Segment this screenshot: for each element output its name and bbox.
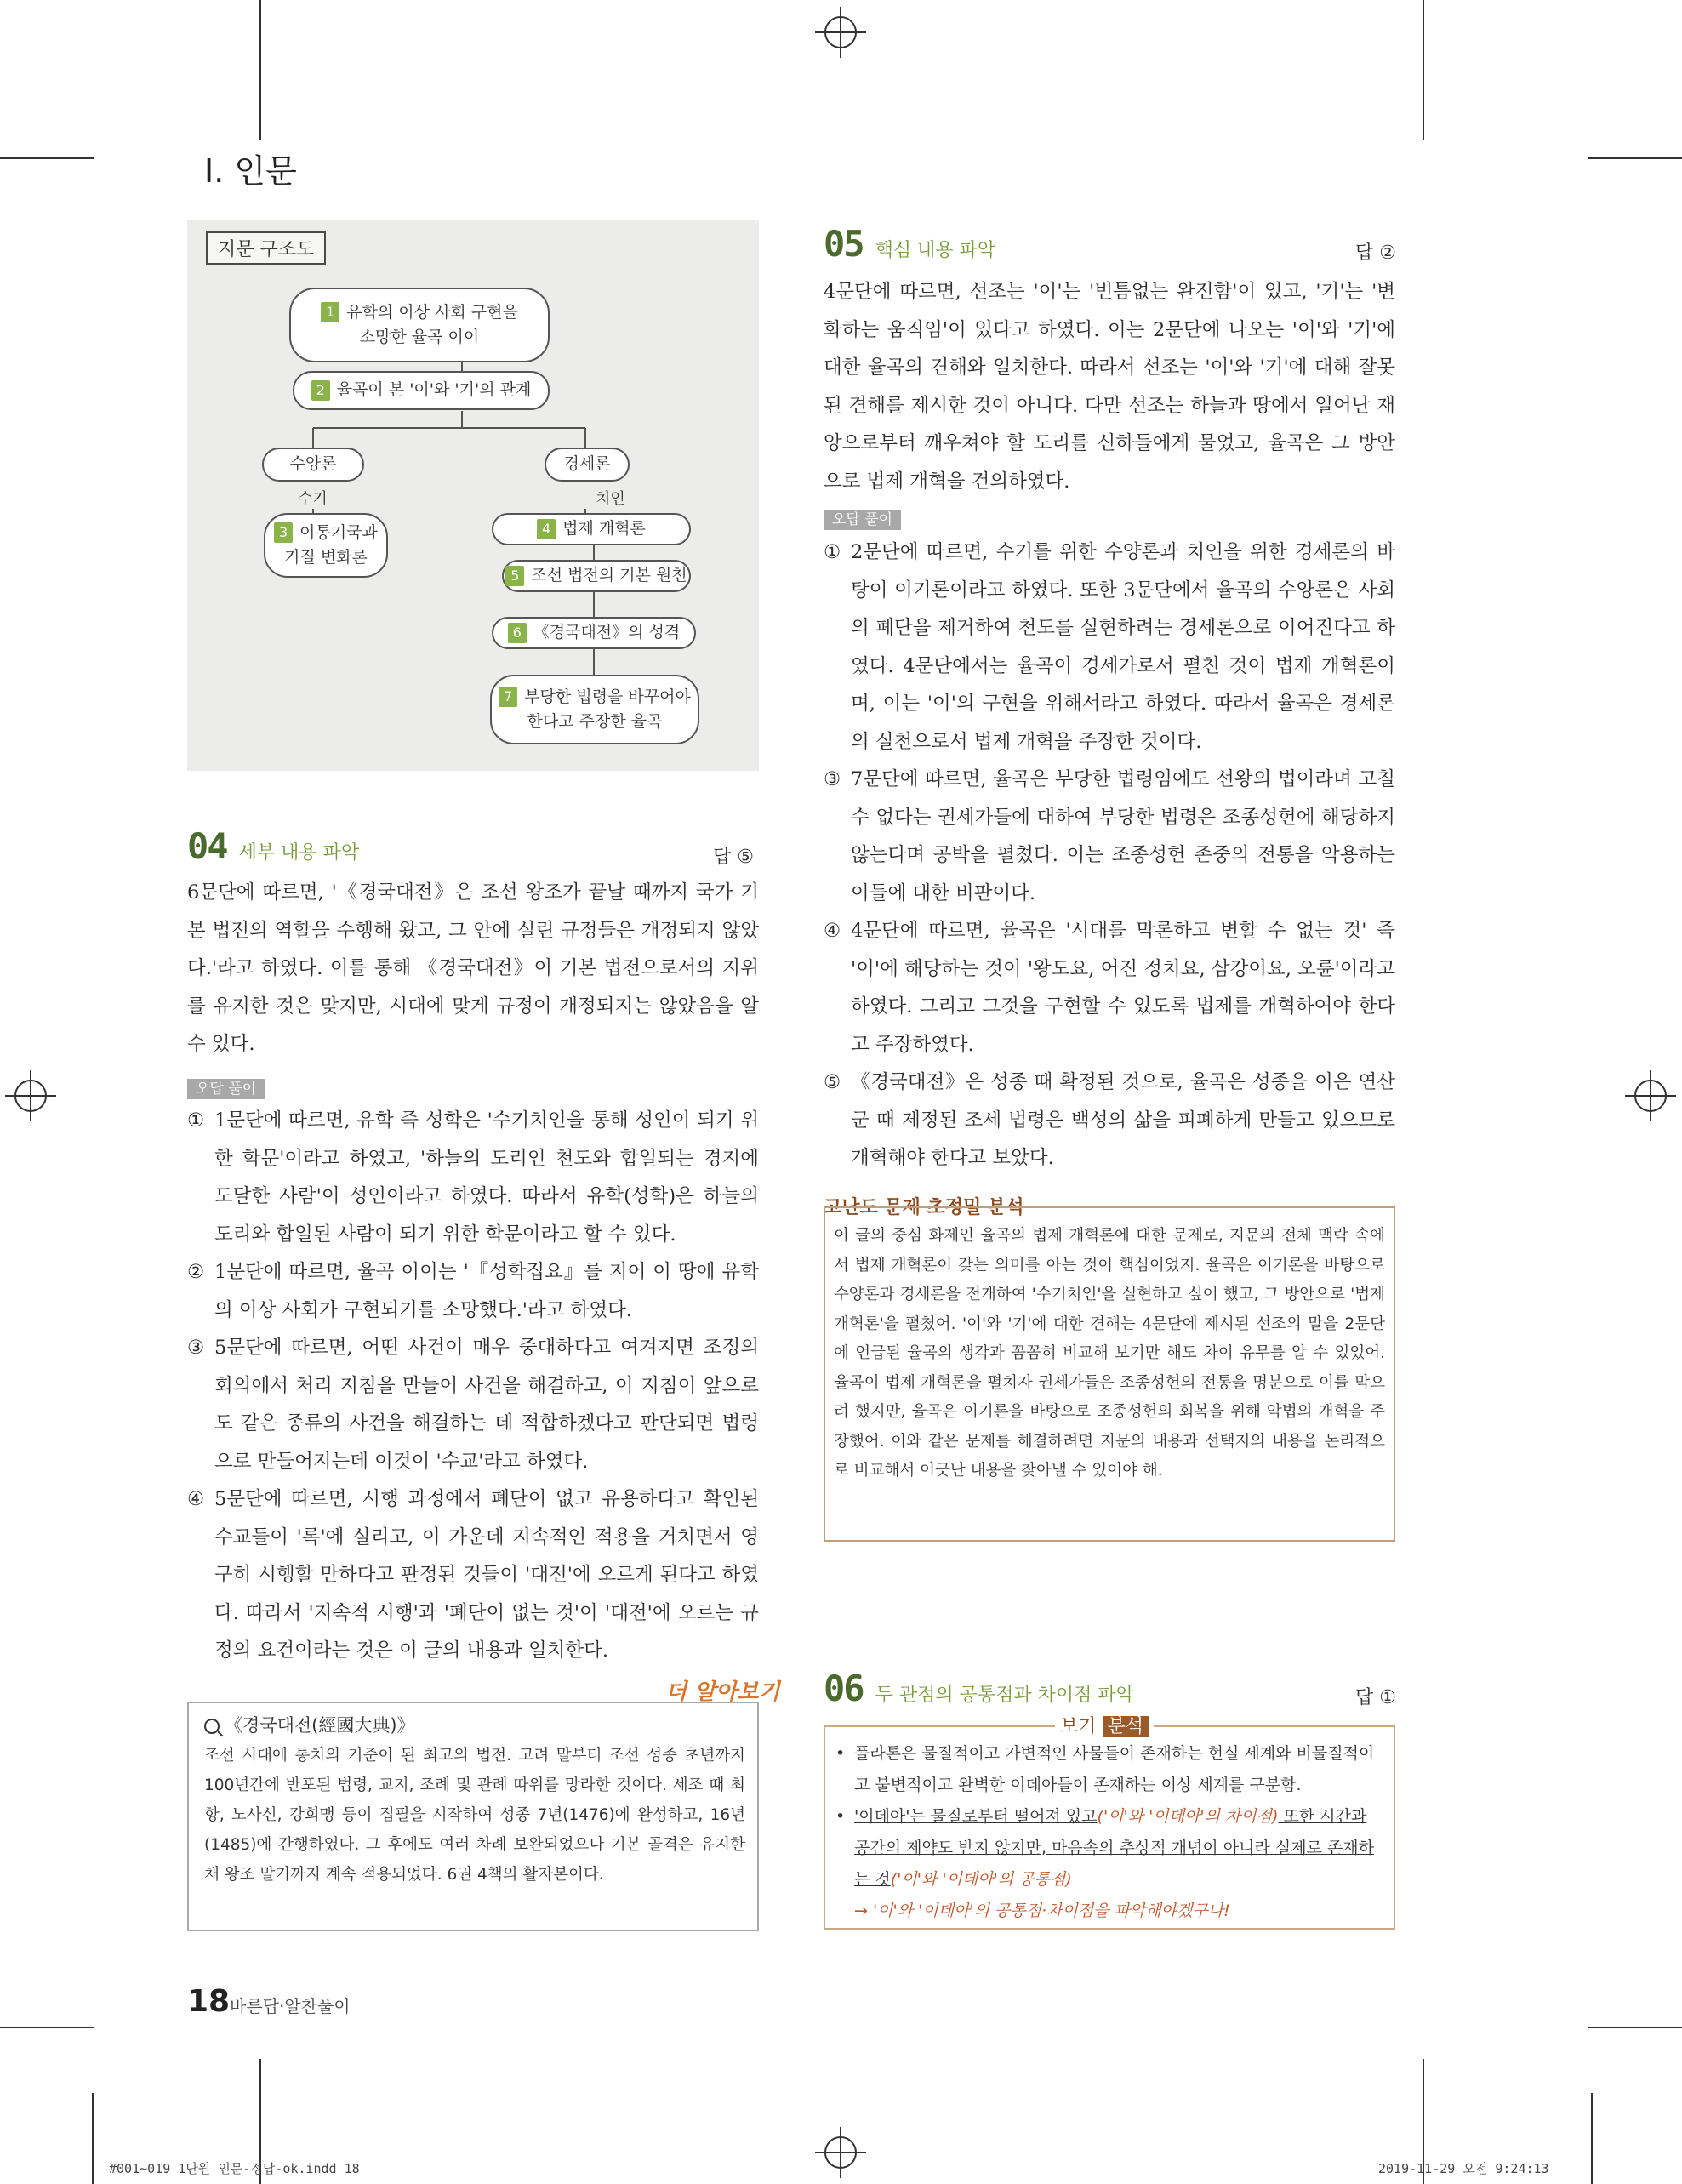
list-item <box>824 533 1395 761</box>
item-text: 4문단에 따르면, 율곡은 '시대를 막론하고 변할 수 없는 것' 즉 '이'에 해당하는 것이 '왕도요, 어진 정치요, 삼강이요, 오륜'이라고 하였다. 그리고 그것을 구현할 수 있도록 법제를 개혁하여야 한다고 주장하였다. <box>851 920 1395 1056</box>
q06-answer: 답 ① <box>1355 1687 1396 1708</box>
node-label: 경세론 <box>563 454 611 474</box>
node-number: 4 <box>537 519 556 539</box>
item-text: 1문단에 따르면, 유학 즉 성학은 '수기치인을 통해 성인이 되기 위한 학문'이라고 하였고, '하늘의 도리인 천도와 합일되는 경지에 도달한 사람'이 성인이라고 하였다. 따라서 유학(성학)은 하늘의 도리와 합일된 사람이 되기 위한 학문이라고 할 수 있다. <box>214 1109 759 1246</box>
more-info-label: 더 알아보기 <box>665 1679 780 1705</box>
list-item <box>835 1738 1387 1801</box>
node-3 <box>264 513 388 578</box>
question-title: 세부 내용 파악 <box>238 842 360 864</box>
node-5 <box>502 560 691 592</box>
node-7 <box>490 675 699 744</box>
node-4 <box>492 513 691 545</box>
node-label: 유학의 이상 사회 구현을 <box>346 302 518 322</box>
q04-explanation: 6문단에 따르면, '《경국대전》은 조선 왕조가 끝날 때까지 국가 기본 법전의 역할을 수행해 왔고, 그 안에 실린 규정들은 개정되지 않았다.'라고 하였다. 이를 통해 《경국대전》이 기본 법전으로서의 지위를 유지한 것은 맞지만, 시대에 맞게 규정이 개정되지는 않았음을 알 수 있다. <box>187 881 759 1055</box>
node-label: 부당한 법령을 바꾸어야 <box>524 687 691 706</box>
q04-heading <box>187 825 359 867</box>
more-info-title: 《경국대전(經國大典)》 <box>225 1715 415 1736</box>
q04-wrong-list <box>187 1102 759 1670</box>
item-marker: ⑤ <box>824 1071 841 1093</box>
crop-mark <box>1423 0 1424 140</box>
slug-left: #001~019 1단원 인문-정답-ok.indd 18 <box>109 2161 360 2176</box>
bogi-analysis-badge: 분석 <box>1103 1716 1149 1737</box>
crop-mark <box>92 2093 94 2184</box>
q05-answer: 답 ② <box>1355 242 1396 264</box>
list-item <box>187 1102 759 1253</box>
node-number: 5 <box>505 566 524 586</box>
node-label: 수양론 <box>289 454 337 474</box>
wrong-answer-tag: 오답 풀이 <box>824 510 901 530</box>
item-marker: ③ <box>824 768 841 790</box>
node-number: 1 <box>321 302 339 322</box>
crop-mark <box>1588 157 1682 159</box>
node-label: 율곡이 본 '이'와 '기'의 관계 <box>336 380 532 400</box>
q05-wrong-list <box>824 533 1395 1178</box>
crop-mark <box>1588 2027 1682 2028</box>
item-text: 7문단에 따르면, 율곡은 부당한 법령임에도 선왕의 법이라며 고칠 수 없다는 권세가들에 대하여 부당한 법령은 조종성헌에 해당하지 않는다며 공박을 펼쳤다. 이는 조종성헌 존중의 전통을 악용하는 이들에 대한 비판이다. <box>851 768 1395 904</box>
question-number: 06 <box>824 1668 864 1709</box>
question-number: 05 <box>824 223 864 265</box>
item-text: 《경국대전》은 성종 때 확정된 것으로, 율곡은 성종을 이은 연산군 때 제정된 조세 법령은 백성의 삶을 피폐하게 만들고 있으므로 개혁해야 한다고 보았다. <box>851 1071 1395 1169</box>
list-item <box>824 912 1395 1063</box>
node-2 <box>293 371 550 410</box>
item-marker: ④ <box>824 920 841 942</box>
handwritten-note: ('이'와 '이데아'의 차이점) <box>1097 1807 1279 1826</box>
item-text: 5문단에 따르면, 어떤 사건이 매우 중대하다고 여겨지면 조정의 회의에서 처리 지침을 만들어 사건을 해결하고, 이 지침이 앞으로도 같은 종류의 사건을 해결하는 데 적합하겠다고 판단되면 법령으로 만들어지는데 이것이 '수교'라고 하였다. <box>214 1337 759 1473</box>
analysis-title: 고난도 문제 초정밀 분석 <box>824 1197 1024 1218</box>
node-label: 조선 법전의 기본 원천 <box>531 566 687 585</box>
q06-heading <box>824 1668 1134 1709</box>
list-item <box>824 1063 1395 1178</box>
structure-diagram <box>187 220 759 771</box>
question-number: 04 <box>187 825 227 867</box>
item-text: 5문단에 따르면, 시행 과정에서 폐단이 없고 유용하다고 확인된 수교들이 '록'에 실리고, 이 가운데 지속적인 적용을 거치면서 영구히 시행할 만하다고 판정된 것들이 '대전'에 오르게 된다고 하였다. 따라서 '지속적 시행'과 '폐단이 없는 것'이 '대전'에 오르는 규정의 요건이라는 것은 이 글의 내용과 일치한다. <box>214 1488 759 1662</box>
registration-mark <box>815 2127 866 2178</box>
bullet-spacer <box>835 1896 854 1927</box>
diagram-tag: 지문 구조도 <box>206 231 326 265</box>
question-title: 두 관점의 공통점과 차이점 파악 <box>875 1685 1134 1706</box>
footer-label: 바른답·알찬풀이 <box>230 1996 351 2016</box>
item-marker: ② <box>187 1261 205 1283</box>
list-item <box>187 1253 759 1329</box>
crop-mark <box>1591 2093 1593 2184</box>
node-number: 7 <box>499 687 517 707</box>
more-info-text: 조선 시대에 통치의 기준이 된 최고의 법전. 고려 말부터 조선 성종 초년까지 100년간에 반포된 법령, 교지, 조례 및 관례 따위를 망라한 것이다. 세조 때 최항, 노사신, 강희맹 등이 집필을 시작하여 성종 7년(1476)에 완성하고, 16년(1485)에 간행하였다. 그 후에도 여러 차례 보완되었으나 기본 골격은 유지한 채 왕조 말기까지 계속 적용되었다. 6권 4책의 활자본이다. <box>204 1747 745 1884</box>
item-marker: ① <box>187 1109 205 1132</box>
list-item <box>835 1896 1387 1927</box>
section-title: Ⅰ. 인문 <box>204 152 297 190</box>
node-number: 2 <box>311 380 330 401</box>
slug-right: 2019-11-29 오전 9:24:13 <box>1378 2161 1549 2176</box>
sublabel-sugi: 수기 <box>298 490 328 508</box>
q05-heading <box>824 223 995 265</box>
list-item <box>187 1329 759 1480</box>
node-1 <box>289 288 550 362</box>
list-item <box>824 761 1395 912</box>
item-text <box>854 1801 1387 1896</box>
bogi-label <box>1055 1712 1154 1738</box>
handwritten-conclusion: → '이'와 '이데아'의 공통점·차이점을 파악해야겠구나! <box>854 1902 1230 1920</box>
node-6 <box>492 617 696 649</box>
list-item <box>187 1480 759 1670</box>
wrong-answer-tag: 오답 풀이 <box>187 1079 265 1099</box>
magnifier-icon <box>204 1719 220 1734</box>
node-label: 법제 개혁론 <box>562 519 646 539</box>
page-number: 18 <box>187 1984 231 2019</box>
sublabel-chiin: 치인 <box>596 490 625 508</box>
crop-mark <box>0 157 94 159</box>
item-text: 1문단에 따르면, 율곡 이이는 '『성학집요』를 지어 이 땅에 유학의 이상 사회가 구현되기를 소망했다.'라고 하였다. <box>214 1261 759 1321</box>
crop-mark <box>0 2027 94 2028</box>
list-item <box>835 1801 1387 1896</box>
underlined-phrase: '이데아'는 물질로부터 떨어져 있고 <box>854 1807 1098 1826</box>
node-cultivation-theory <box>262 448 364 482</box>
question-title: 핵심 내용 파악 <box>875 240 996 261</box>
handwritten-note: ('이'와 '이데아'의 공통점) <box>890 1870 1072 1889</box>
q05-explanation: 4문단에 따르면, 선조는 '이'는 '빈틈없는 완전함'이 있고, '기'는 '변화하는 움직임'이 있다고 하였다. 이는 2문단에 나오는 '이'와 '기'에 대한 율곡의 견해와 일치한다. 따라서 선조는 '이'와 '기'에 대해 잘못된 견해를 제시한 것이 아니다. 다만 선조는 하늘과 땅에서 일어난 재앙으로부터 깨우쳐야 할 도리를 신하들에게 물었고, 율곡은 그 방안으로 법제 개혁을 건의하였다. <box>824 281 1395 493</box>
registration-mark <box>1625 1070 1676 1121</box>
registration-mark <box>5 1070 56 1121</box>
bullet: • <box>835 1744 846 1763</box>
node-label: 소망한 율곡 이이 <box>359 328 480 346</box>
bogi-analysis <box>835 1738 1387 1927</box>
item-text: 2문단에 따르면, 수기를 위한 수양론과 치인을 위한 경세론의 바탕이 이기론이라고 하였다. 또한 3문단에서 율곡의 수양론은 사회의 폐단을 제거하여 천도를 실현하려는 경세론으로 이어진다고 하였다. 4문단에서는 율곡이 경세가로서 펼친 것이 법제 개혁론이며, 이는 '이'의 구현을 위해서라고 하였다. 따라서 율곡은 경세론의 실천으로서 법제 개혁을 주장한 것이다. <box>851 541 1395 753</box>
registration-mark <box>815 7 866 58</box>
q04-answer: 답 ⑤ <box>713 847 754 868</box>
node-number: 6 <box>508 623 527 643</box>
item-text: 플라톤은 물질적이고 가변적인 사물들이 존재하는 현실 세계와 비물질적이고 불변적이고 완벽한 이데아들이 존재하는 이상 세계를 구분함. <box>854 1744 1375 1794</box>
item-marker: ④ <box>187 1488 205 1510</box>
node-label: 이통기국과 <box>299 522 378 542</box>
crop-mark <box>259 0 261 140</box>
node-statecraft-theory <box>545 448 630 482</box>
node-label: 《경국대전》의 성격 <box>533 623 681 642</box>
analysis-text: 이 글의 중심 화제인 율곡의 법제 개혁론에 대한 문제로, 지문의 전체 맥락 속에서 법제 개혁론이 갖는 의미를 아는 것이 핵심이었지. 율곡은 이기론을 바탕으로 수양론과 경세론을 전개하여 '수기치인'을 실현하고 싶어 했고, 그 방안으로 '법제 개혁론'을 펼쳤어. '이'와 '기'에 대한 견해는 4문단에 제시된 선조의 말을 2문단에 언급된 율곡의 생각과 꼼꼼히 비교해 보기만 해도 차이 유무를 알 수 있었어. 율곡이 법제 개혁론을 펼치자 권세가들은 조종성헌의 전통을 명분으로 이를 막으려 했지만, 율곡은 이기론을 바탕으로 조종성헌의 회복을 위해 악법의 개혁을 주장했어. 이와 같은 문제를 해결하려면 지문의 내용과 선택지의 내용을 논리적으로 비교해서 어긋난 내용을 찾아낼 수 있어야 해. <box>834 1227 1385 1480</box>
more-info-title-row <box>204 1712 415 1737</box>
node-label: 기질 변화론 <box>284 548 368 567</box>
node-number: 3 <box>274 522 293 543</box>
node-label: 한다고 주장한 율곡 <box>527 712 663 731</box>
item-marker: ① <box>824 541 841 563</box>
item-marker: ③ <box>187 1337 205 1359</box>
bullet: • <box>835 1807 846 1826</box>
bogi-word: 보기 <box>1060 1716 1097 1737</box>
underlined-phrase: 또한 시간과 공간의 제약도 받지 않지만, 마음속의 추상적 개념이 아니라 실제로 존재하는 것 <box>854 1807 1375 1889</box>
